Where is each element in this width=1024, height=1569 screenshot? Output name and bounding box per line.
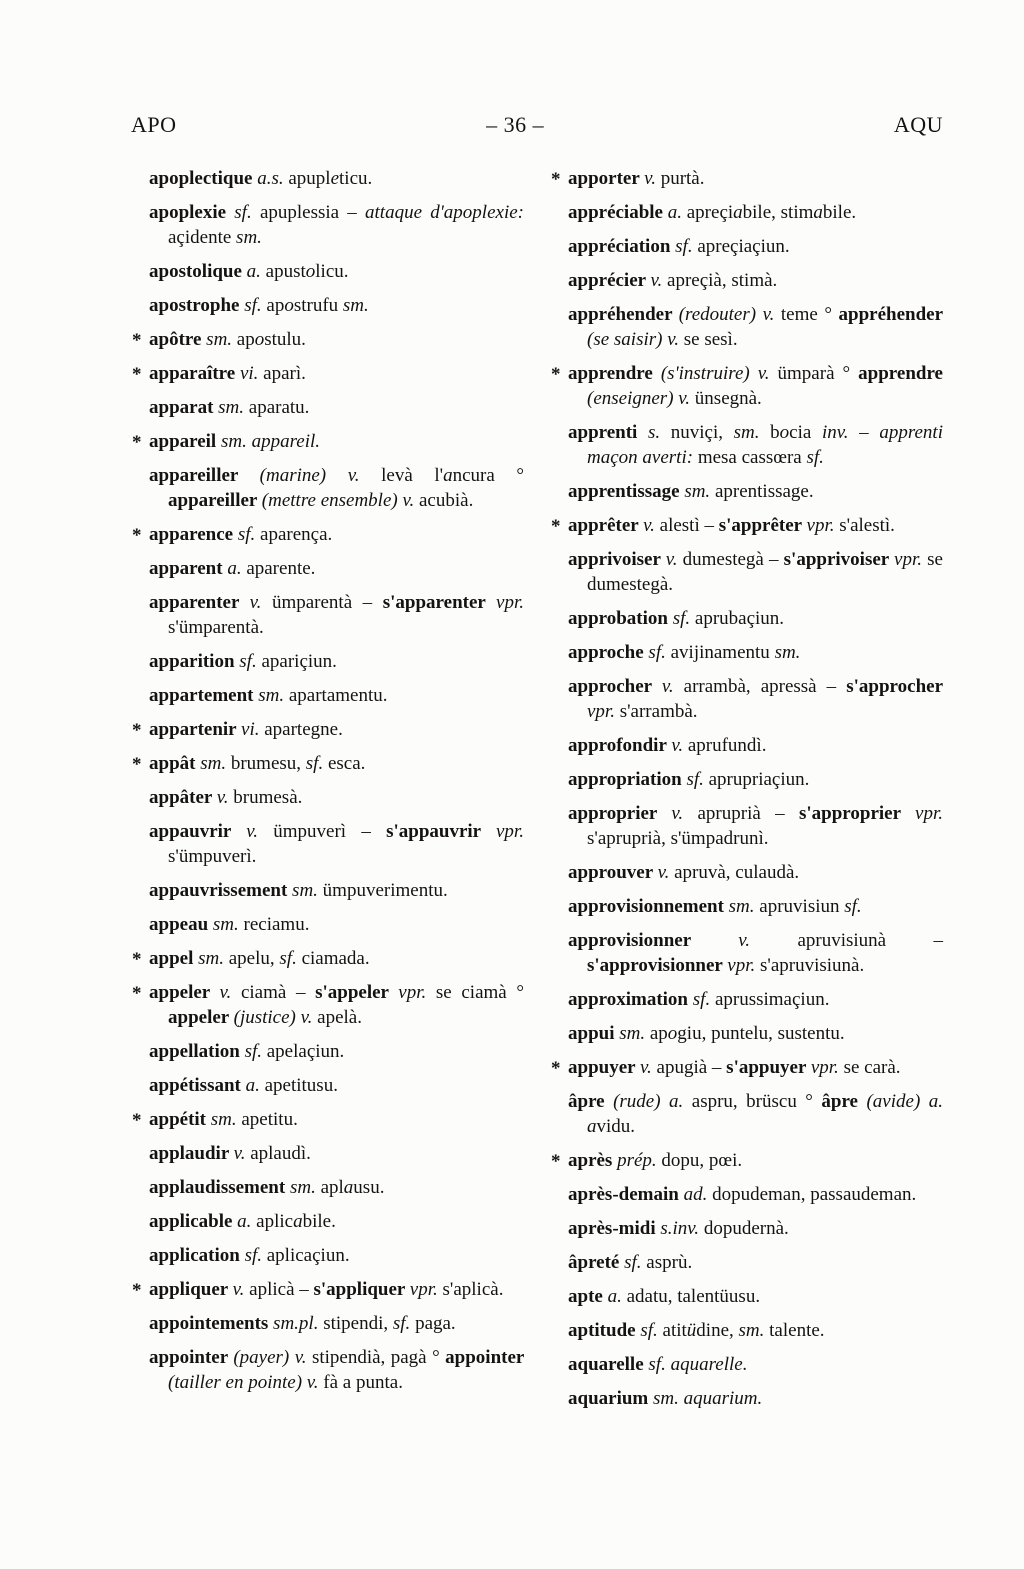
dictionary-entry: appointer (payer) v. stipendià, pagà ° appointer (tailler en pointe) v. fà a punta. [149, 1347, 524, 1393]
star-marker: * [132, 525, 142, 546]
dictionary-entry: approbation sf. aprubaçiun. [568, 608, 785, 629]
dictionary-entry: appréciation sf. apreçiaçiun. [568, 236, 790, 257]
dictionary-entry: * appareil sm. appareil. [132, 431, 321, 453]
column-right [550, 166, 943, 1420]
dictionary-entry: apprenti s. nuviçi, sm. bocia inv. – apprenti maçon averti: mesa cassœra sf. [568, 422, 943, 468]
dictionary-entry: apparenter v. ümparentà – s'apparenter vpr. s'ümparentà. [149, 592, 525, 638]
dictionary-entry: * apparence sf. aparença. [132, 524, 333, 546]
dictionary-entry: appropriation sf. aprupriaçiun. [568, 769, 810, 790]
dictionary-entry: approvisionner v. apruvisiunà – s'approvisionner vpr. s'apruvisiunà. [568, 930, 943, 976]
dictionary-entry: approuver v. apruvà, culaudà. [568, 862, 800, 883]
dictionary-entry: * appétit sm. apetitu. [132, 1109, 298, 1131]
dictionary-entry: appauvrir v. ümpuverì – s'appauvrir vpr. s'ümpuverì. [149, 821, 524, 867]
dictionary-entry: appellation sf. apelaçiun. [149, 1041, 345, 1062]
dictionary-entry: * appartenir vi. apartegne. [132, 719, 343, 741]
dictionary-entry: * apprêter v. alestì – s'apprêter vpr. s'alestì. [551, 515, 895, 537]
dictionary-entry: apostolique a. apustolicu. [149, 261, 349, 282]
dictionary-entry: aquarium sm. aquarium. [568, 1388, 763, 1409]
dictionary-entry: après-demain ad. dopudeman, passaudeman. [568, 1184, 917, 1205]
column-left [131, 166, 524, 1420]
dictionary-entry: appauvrissement sm. ümpuverimentu. [149, 880, 448, 901]
star-marker: * [551, 1151, 561, 1172]
dictionary-entry: appâter v. brumesà. [149, 787, 303, 808]
dictionary-entry: applicable a. aplicabile. [149, 1211, 336, 1232]
dictionary-entry: appointements sm.pl. stipendi, sf. paga. [149, 1313, 456, 1334]
dictionary-entry: * appel sm. apelu, sf. ciamada. [132, 948, 370, 970]
dictionary-entry: appétissant a. apetitusu. [149, 1075, 338, 1096]
dictionary-entry: âpreté sf. asprù. [568, 1252, 693, 1273]
dictionary-entry: aquarelle sf. aquarelle. [568, 1354, 748, 1375]
dictionary-entry: appartement sm. apartamentu. [149, 685, 388, 706]
dictionary-entry: * apprendre (s'instruire) v. ümparà ° apprendre (enseigner) v. ünsegnà. [551, 363, 943, 409]
dictionary-entry: apparat sm. aparatu. [149, 397, 310, 418]
star-marker: * [132, 1280, 142, 1301]
guide-word-left: APO [131, 112, 177, 137]
dictionary-entry: * appât sm. brumesu, sf. esca. [132, 753, 366, 775]
star-marker: * [132, 754, 142, 775]
dictionary-entry: apparent a. aparente. [149, 558, 316, 579]
dictionary-entry: âpre (rude) a. aspru, brüscu ° âpre (avide) a. avidu. [568, 1091, 943, 1137]
dictionary-entry: approprier v. apruprià – s'approprier vpr. s'apruprià, s'ümpadrunì. [568, 803, 944, 849]
guide-word-right: AQU [893, 112, 943, 137]
dictionary-entry: apte a. adatu, talentüusu. [568, 1286, 761, 1307]
dictionary-entry: approcher v. arrambà, apressà – s'approcher vpr. s'arrambà. [568, 676, 943, 722]
dictionary-entry: appeau sm. reciamu. [149, 914, 310, 935]
running-head [131, 112, 943, 138]
dictionary-entry: après-midi s.inv. dopudernà. [568, 1218, 789, 1239]
dictionary-entry: * appeler v. ciamà – s'appeler vpr. se ciamà ° appeler (justice) v. apelà. [132, 982, 524, 1028]
dictionary-entry: apparition sf. apariçiun. [149, 651, 337, 672]
dictionary-entry: * apporter v. purtà. [551, 168, 705, 190]
dictionary-entry: * apôtre sm. apostulu. [132, 329, 306, 351]
dictionary-entry: * appuyer v. apugià – s'appuyer vpr. se carà. [551, 1057, 901, 1079]
dictionary-entry: * appliquer v. aplicà – s'appliquer vpr. s'aplicà. [132, 1279, 504, 1301]
dictionary-entry: approximation sf. aprussimaçiun. [568, 989, 830, 1010]
dictionary-entry: appréhender (redouter) v. teme ° appréhender (se saisir) v. se sesì. [568, 304, 943, 350]
dictionary-entry: appui sm. apogiu, puntelu, sustentu. [568, 1023, 845, 1044]
dictionary-entry: apoplectique a.s. apupleticu. [149, 168, 373, 189]
dictionary-entry: approvisionnement sm. apruvisiun sf. [568, 896, 862, 917]
dictionary-entry: apostrophe sf. apostrufu sm. [149, 295, 369, 316]
dictionary-entry: apprentissage sm. aprentissage. [568, 481, 814, 502]
star-marker: * [132, 720, 142, 741]
star-marker: * [132, 364, 142, 385]
dictionary-entry: apprécier v. apreçià, stimà. [568, 270, 778, 291]
star-marker: * [132, 1110, 142, 1131]
dictionary-entry: approfondir v. aprufundì. [568, 735, 767, 756]
dictionary-entry: applaudissement sm. aplausu. [149, 1177, 385, 1198]
star-marker: * [132, 983, 142, 1004]
star-marker: * [132, 330, 142, 351]
star-marker: * [132, 432, 142, 453]
dictionary-entry: applaudir v. aplaudì. [149, 1143, 311, 1164]
page-number: – 36 – [486, 112, 545, 137]
dictionary-entry: approche sf. avijinamentu sm. [568, 642, 801, 663]
dictionary-entry: apprivoiser v. dumestegà – s'apprivoiser vpr. se dumestegà. [568, 549, 943, 595]
dictionary-entry: * apparaître vi. aparì. [132, 363, 306, 385]
dictionary-entry: application sf. aplicaçiun. [149, 1245, 350, 1266]
star-marker: * [551, 1058, 561, 1079]
dictionary-entry: apoplexie sf. apuplessia – attaque d'apoplexie: açidente sm. [149, 202, 524, 248]
dictionary-entry: * après prép. dopu, pœi. [551, 1150, 743, 1172]
dictionary-entry: appréciable a. apreçiabile, stimabile. [568, 202, 857, 223]
dictionary-entry: aptitude sf. atitüdine, sm. talente. [568, 1320, 825, 1341]
star-marker: * [132, 949, 142, 970]
star-marker: * [551, 169, 561, 190]
star-marker: * [551, 516, 561, 537]
text-columns [131, 166, 943, 1420]
star-marker: * [551, 364, 561, 385]
dictionary-entry: appareiller (marine) v. levà l'ancura ° appareiller (mettre ensemble) v. acubià. [149, 465, 524, 511]
